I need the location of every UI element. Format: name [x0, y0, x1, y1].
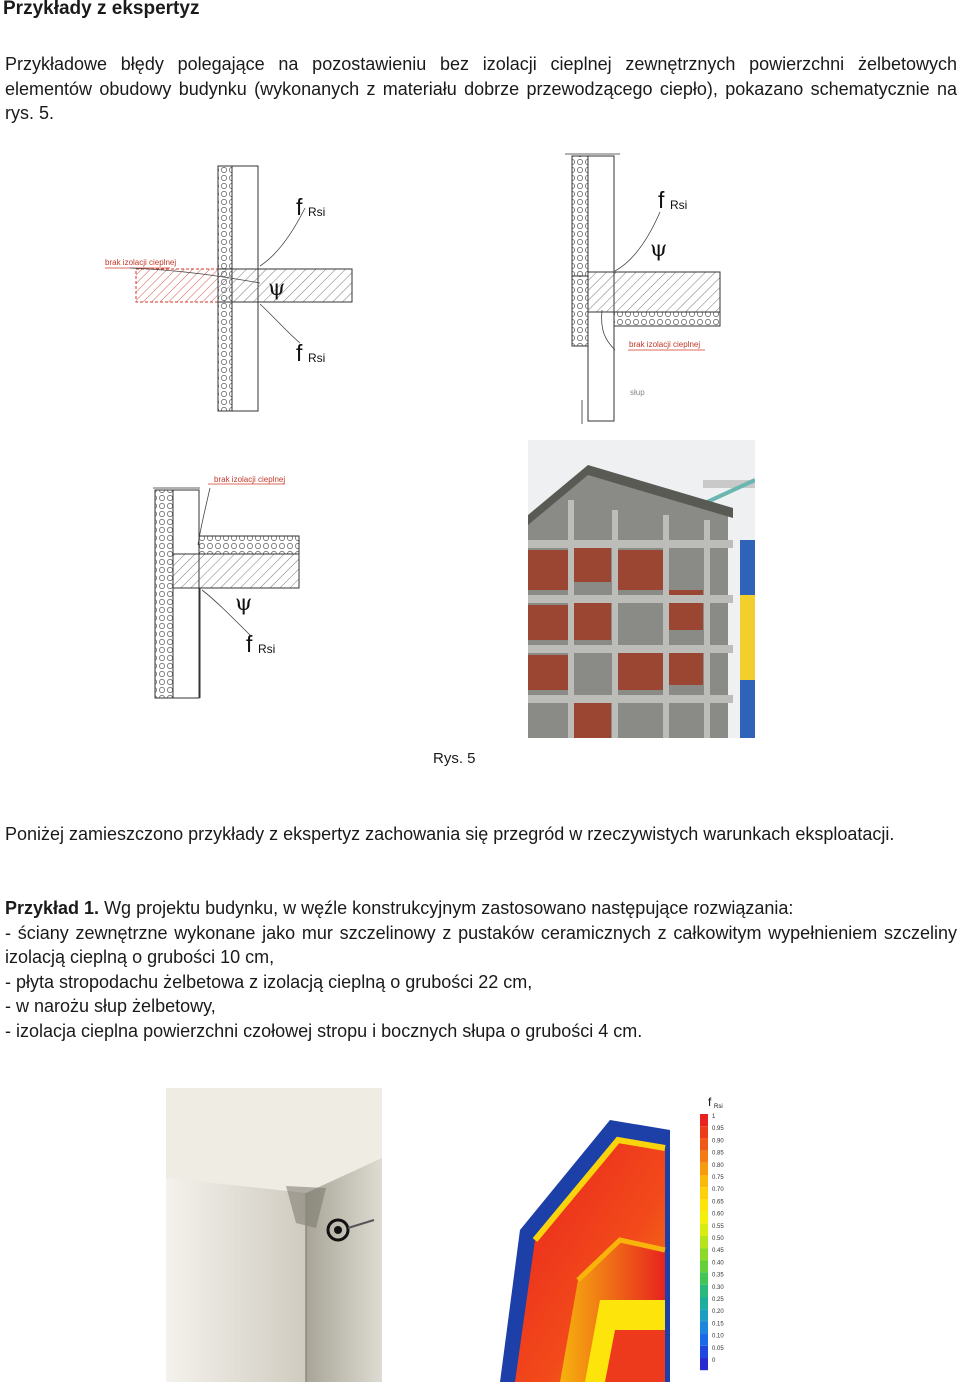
frsi-label-top: f — [296, 194, 303, 220]
scale-swatch — [700, 1212, 708, 1224]
missing-insulation-label-b: brak izolacji cieplnej — [629, 340, 701, 349]
scale-value-label: 0.05 — [712, 1345, 724, 1352]
scale-value-label: 0.85 — [712, 1150, 724, 1157]
frsi-label-bottom: f — [296, 340, 303, 366]
missing-insulation-label: brak izolacji cieplnej — [105, 258, 177, 267]
frsi-color-scale — [700, 1090, 760, 1380]
scale-swatch — [700, 1151, 708, 1163]
frsi-label-b: f — [658, 187, 665, 213]
scale-swatch — [700, 1273, 708, 1285]
scale-value-label: 0.50 — [712, 1236, 724, 1242]
figure-caption: Rys. 5 — [433, 750, 476, 767]
frsi-subscript-c: Rsi — [258, 642, 276, 656]
scale-value-label: 0.75 — [712, 1175, 724, 1181]
column-label: słup — [630, 388, 645, 397]
scale-swatch — [700, 1358, 708, 1370]
scale-value-label: 0.10 — [712, 1333, 724, 1340]
scale-value-label: 1 — [712, 1114, 716, 1120]
scale-swatch — [700, 1346, 708, 1358]
scale-value-label: 0.80 — [712, 1162, 724, 1169]
corner-mold-photo — [166, 1088, 382, 1382]
psi-label-c: ψ — [235, 591, 253, 616]
scale-swatch — [700, 1138, 708, 1150]
scale-value-label: 0.35 — [712, 1272, 724, 1279]
example-item: - ściany zewnętrzne wykonane jako mur szczelinowy z pustaków ceramicznych z całkowitym wypełnieniem szczeliny izolacją cieplną o grubości 10 cm, — [5, 922, 957, 967]
scale-value-label: 0.70 — [712, 1187, 724, 1194]
scale-swatch — [700, 1199, 708, 1211]
scale-swatch — [700, 1175, 708, 1187]
scale-title-f: f — [708, 1095, 712, 1109]
scale-value-label: 0.65 — [712, 1199, 724, 1206]
scale-value-label: 0.45 — [712, 1248, 724, 1255]
scale-swatch — [700, 1334, 708, 1346]
scale-value-label: 0.15 — [712, 1321, 724, 1328]
scale-value-label: 0.20 — [712, 1309, 724, 1316]
scale-value-label: 0.95 — [712, 1126, 724, 1133]
scale-swatch — [700, 1163, 708, 1175]
diagram-column-slab — [560, 150, 730, 428]
scale-swatch — [700, 1260, 708, 1272]
scale-swatch — [700, 1321, 708, 1333]
scale-swatch — [700, 1114, 708, 1126]
building-photo — [528, 440, 755, 738]
psi-label-b: ψ — [650, 237, 668, 262]
frsi-subscript-bottom: Rsi — [308, 351, 326, 365]
scale-value-label: 0.60 — [712, 1211, 724, 1218]
psi-label: ψ — [268, 276, 286, 301]
frsi-subscript-top: Rsi — [308, 205, 326, 219]
scale-title-subscript: Rsi — [714, 1104, 723, 1110]
scale-swatch — [700, 1126, 708, 1138]
scale-value-label: 0.90 — [712, 1138, 724, 1145]
scale-value-label: 0.25 — [712, 1297, 724, 1303]
thermal-simulation — [490, 1100, 700, 1382]
diagram-slab-edge — [150, 470, 310, 702]
scale-swatch — [700, 1224, 708, 1236]
missing-insulation-label-c: brak izolacji cieplnej — [214, 475, 286, 484]
scale-value-label: 0 — [712, 1358, 716, 1364]
diagram-slab-through-wall — [100, 158, 360, 416]
scale-swatch — [700, 1248, 708, 1260]
example-intro: Wg projektu budynku, w węźle konstrukcyjnym zastosowano następujące rozwiązania: — [99, 898, 794, 918]
scale-swatch — [700, 1297, 708, 1309]
scale-value-label: 0.55 — [712, 1223, 724, 1230]
intro-paragraph: Przykładowe błędy polegające na pozostawieniu bez izolacji cieplnej zewnętrznych powierzchni żelbetowych elementów obudowy budynku (wykonanych z materiału dobrze przewodzącego ciepło), pokazano schematycznie na rys. 5. — [5, 54, 957, 123]
page-heading: Przykłady z ekspertyz — [3, 0, 200, 19]
example-item: - płyta stropodachu żelbetowa z izolacją cieplną o grubości 22 cm, — [5, 971, 533, 992]
scale-swatch — [700, 1285, 708, 1297]
example-paragraph — [5, 896, 957, 1043]
scale-value-label: 0.30 — [712, 1284, 724, 1291]
scale-swatch — [700, 1187, 708, 1199]
scale-swatch — [700, 1236, 708, 1248]
scale-value-label: 0.40 — [712, 1260, 724, 1267]
scale-swatch — [700, 1309, 708, 1321]
example-label: Przykład 1. — [5, 898, 100, 918]
frsi-subscript-b: Rsi — [670, 198, 688, 212]
example-item: - w narożu słup żelbetowy, — [5, 996, 216, 1016]
below-paragraph: Poniżej zamieszczono przykłady z ekspertyz zachowania się przegród w rzeczywistych warunkach eksploatacji. — [5, 824, 895, 844]
frsi-label-c: f — [246, 631, 253, 657]
color-scale-svg — [700, 1090, 760, 1380]
example-item: - izolacja cieplna powierzchni czołowej stropu i bocznych słupa o grubości 4 cm. — [5, 1020, 643, 1041]
